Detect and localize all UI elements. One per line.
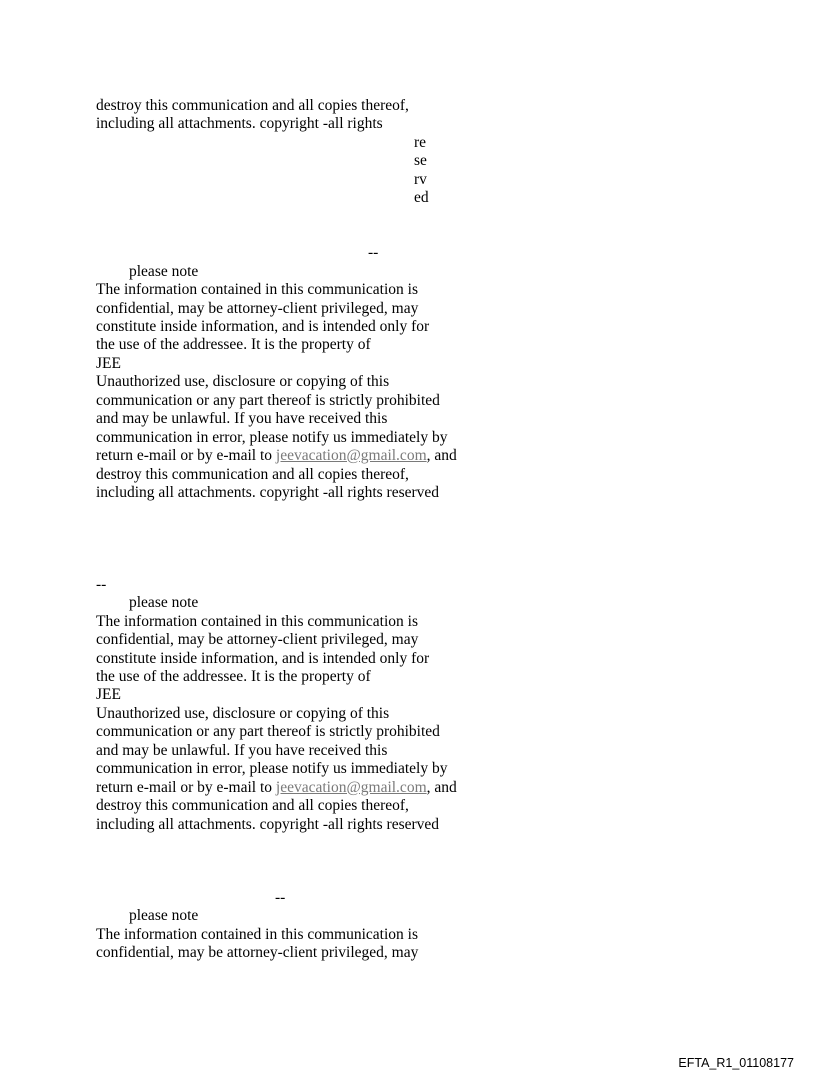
notice-line: The information contained in this communication is <box>96 926 418 943</box>
notice-line: communication or any part thereof is strictly prohibited <box>96 723 440 740</box>
notice-line: constitute inside information, and is intended only for <box>96 650 430 667</box>
email-line <box>96 779 457 797</box>
email-link[interactable]: jeevacation@gmail.com <box>275 447 427 464</box>
word-fragment: se <box>414 152 427 169</box>
word-fragment: ed <box>414 189 429 206</box>
word-fragment: rv <box>414 171 427 188</box>
notice-line: The information contained in this communication is <box>96 281 418 298</box>
notice-line: constitute inside information, and is intended only for <box>96 318 430 335</box>
notice-line: confidential, may be attorney-client privileged, may <box>96 944 419 961</box>
notice-heading: please note <box>129 907 199 924</box>
document-id: EFTA_R1_01108177 <box>678 1056 794 1070</box>
notice-line: communication in error, please notify us immediately by <box>96 760 448 777</box>
notice-line: JEE <box>96 355 121 372</box>
notice-line: the use of the addressee. It is the property of <box>96 336 371 353</box>
separator: -- <box>368 244 379 261</box>
notice-line: Unauthorized use, disclosure or copying of this <box>96 705 390 722</box>
notice-line: communication in error, please notify us immediately by <box>96 429 448 446</box>
notice-line: destroy this communication and all copies thereof, <box>96 797 409 814</box>
notice-line: and may be unlawful. If you have received this <box>96 742 388 759</box>
notice-line: The information contained in this communication is <box>96 613 418 630</box>
notice-line: communication or any part thereof is strictly prohibited <box>96 392 440 409</box>
notice-line: confidential, may be attorney-client privileged, may <box>96 631 419 648</box>
notice-line: the use of the addressee. It is the property of <box>96 668 371 685</box>
top-line-1: destroy this communication and all copies thereof, <box>96 97 409 114</box>
top-line-2: including all attachments. copyright -all rights <box>96 115 383 132</box>
email-suffix: , and <box>426 447 457 464</box>
email-prefix: return e-mail or by e-mail to <box>96 447 276 464</box>
separator: -- <box>275 889 286 906</box>
notice-line: JEE <box>96 686 121 703</box>
notice-line: including all attachments. copyright -all rights reserved <box>96 816 440 833</box>
email-link[interactable]: jeevacation@gmail.com <box>275 779 427 796</box>
email-line <box>96 447 457 465</box>
notice-line: Unauthorized use, disclosure or copying of this <box>96 373 390 390</box>
separator: -- <box>96 576 107 593</box>
notice-line: including all attachments. copyright -all rights reserved <box>96 484 440 501</box>
notice-line: and may be unlawful. If you have received this <box>96 410 388 427</box>
email-suffix: , and <box>426 779 457 796</box>
notice-line: destroy this communication and all copies thereof, <box>96 466 409 483</box>
notice-heading: please note <box>129 263 199 280</box>
email-prefix: return e-mail or by e-mail to <box>96 779 276 796</box>
notice-heading: please note <box>129 594 199 611</box>
notice-line: confidential, may be attorney-client privileged, may <box>96 300 419 317</box>
word-fragment: re <box>414 134 427 151</box>
